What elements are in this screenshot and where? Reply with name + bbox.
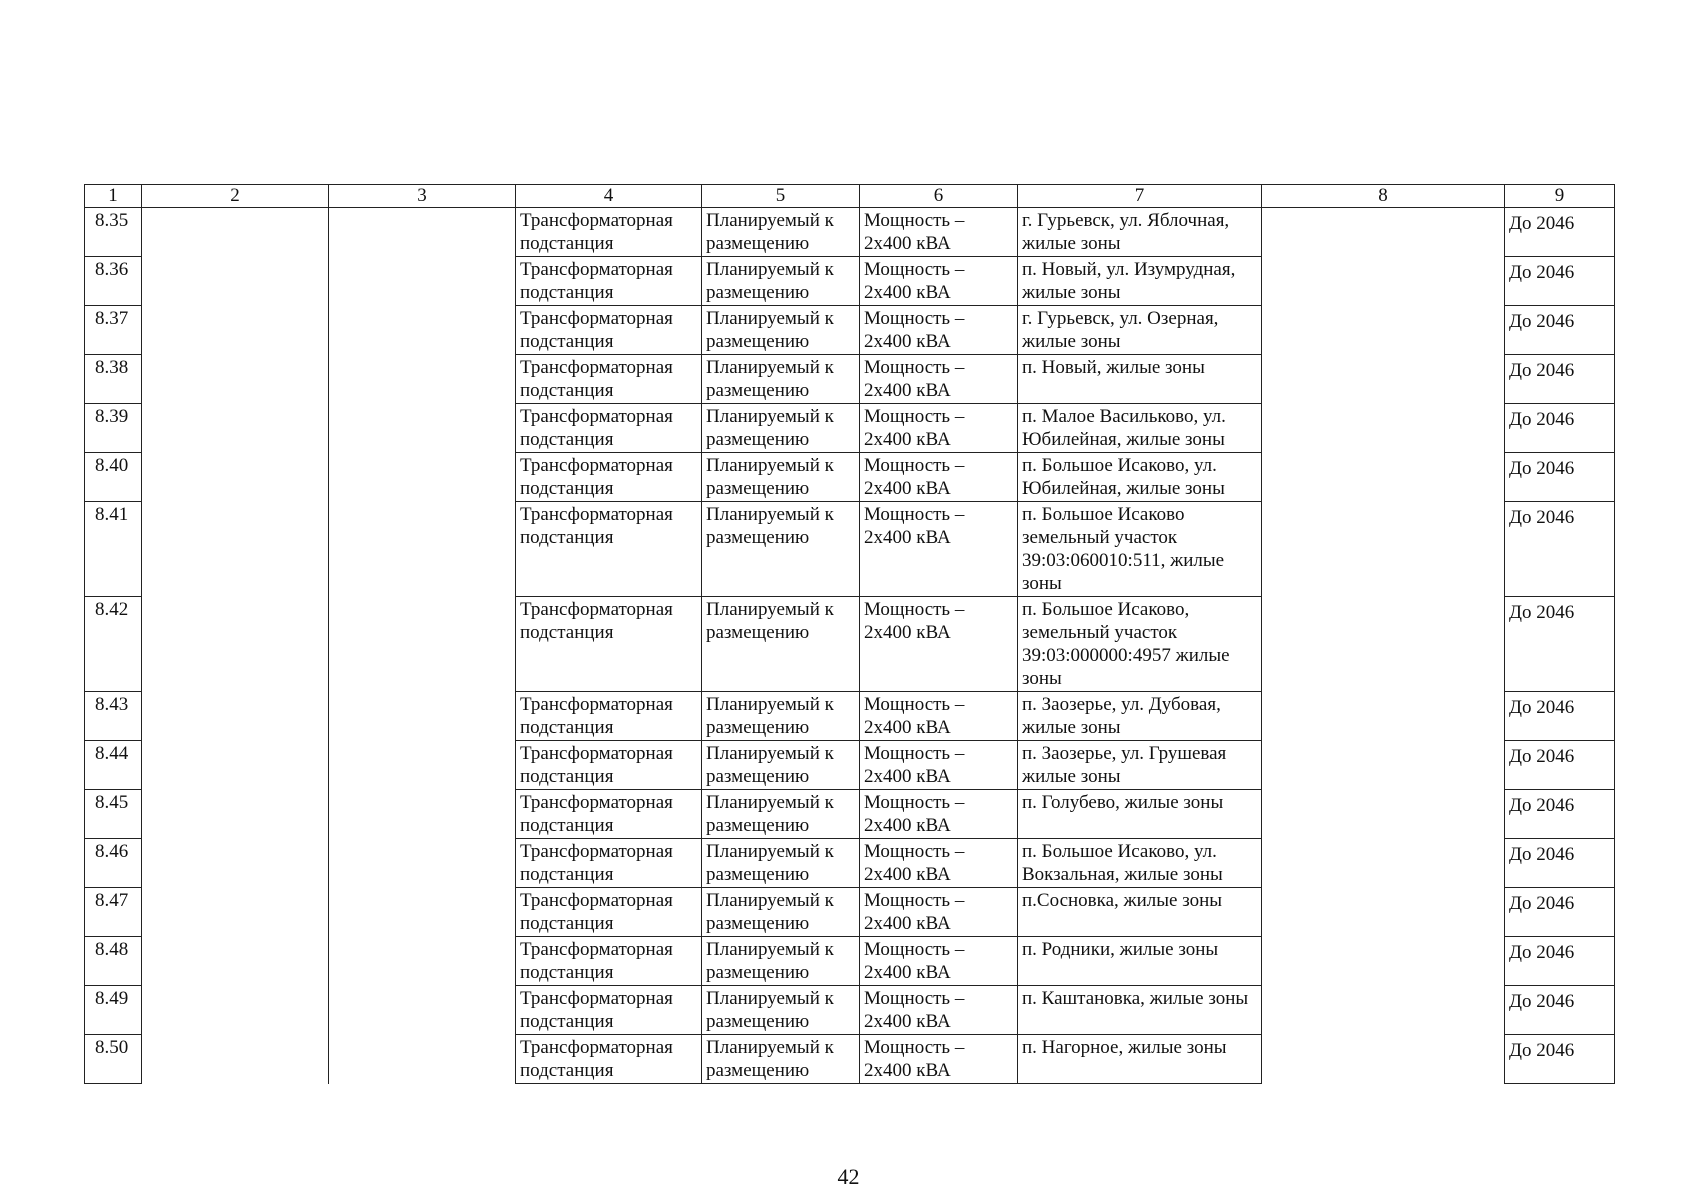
status-cell: Планируемый к размещению [702, 208, 860, 257]
empty-cell [142, 692, 329, 741]
empty-cell [142, 937, 329, 986]
empty-cell [142, 355, 329, 404]
location-cell: п. Заозерье, ул. Грушевая жилые зоны [1018, 741, 1262, 790]
object-type-cell: Трансформаторная подстанция [516, 888, 702, 937]
table-row [85, 937, 1615, 986]
object-type-cell: Трансформаторная подстанция [516, 453, 702, 502]
column-header: 7 [1018, 185, 1262, 208]
power-cell: Мощность – 2х400 кВА [860, 257, 1018, 306]
empty-cell [142, 208, 329, 257]
object-type-cell: Трансформаторная подстанция [516, 692, 702, 741]
empty-cell [142, 1035, 329, 1084]
term-cell: До 2046 [1505, 790, 1615, 839]
power-cell: Мощность – 2х400 кВА [860, 597, 1018, 692]
term-cell: До 2046 [1505, 404, 1615, 453]
empty-cell [1262, 937, 1505, 986]
location-cell: п. Большое Исаково, ул. Юбилейная, жилые зоны [1018, 453, 1262, 502]
term-cell: До 2046 [1505, 597, 1615, 692]
empty-cell [1262, 839, 1505, 888]
empty-cell [1262, 404, 1505, 453]
term-cell: До 2046 [1505, 355, 1615, 404]
term-cell: До 2046 [1505, 741, 1615, 790]
empty-cell [1262, 597, 1505, 692]
empty-cell [142, 453, 329, 502]
object-type-cell: Трансформаторная подстанция [516, 741, 702, 790]
empty-cell [1262, 1035, 1505, 1084]
page-number: 42 [837, 1164, 860, 1189]
table-row [85, 597, 1615, 692]
power-cell: Мощность – 2х400 кВА [860, 453, 1018, 502]
row-number-cell: 8.35 [85, 208, 142, 257]
term-cell: До 2046 [1505, 502, 1615, 597]
object-type-cell: Трансформаторная подстанция [516, 404, 702, 453]
column-header: 5 [702, 185, 860, 208]
column-header: 2 [142, 185, 329, 208]
column-header: 9 [1505, 185, 1615, 208]
table-row [85, 888, 1615, 937]
term-cell: До 2046 [1505, 937, 1615, 986]
table-row [85, 306, 1615, 355]
table-row [85, 692, 1615, 741]
empty-cell [329, 208, 516, 257]
status-cell: Планируемый к размещению [702, 986, 860, 1035]
column-header: 3 [329, 185, 516, 208]
empty-cell [142, 741, 329, 790]
table-row [85, 839, 1615, 888]
location-cell: п. Большое Исаково, земельный участок 39:03:000000:4957 жилые зоны [1018, 597, 1262, 692]
column-header: 4 [516, 185, 702, 208]
row-number-cell: 8.48 [85, 937, 142, 986]
location-cell: п. Голубево, жилые зоны [1018, 790, 1262, 839]
empty-cell [329, 1035, 516, 1084]
status-cell: Планируемый к размещению [702, 355, 860, 404]
empty-cell [329, 888, 516, 937]
status-cell: Планируемый к размещению [702, 306, 860, 355]
empty-cell [1262, 888, 1505, 937]
empty-cell [329, 257, 516, 306]
empty-cell [329, 404, 516, 453]
empty-cell [142, 597, 329, 692]
table-row [85, 986, 1615, 1035]
power-cell: Мощность – 2х400 кВА [860, 986, 1018, 1035]
empty-cell [142, 986, 329, 1035]
empty-cell [142, 502, 329, 597]
object-type-cell: Трансформаторная подстанция [516, 502, 702, 597]
row-number-cell: 8.40 [85, 453, 142, 502]
table-row [85, 502, 1615, 597]
term-cell: До 2046 [1505, 888, 1615, 937]
power-cell: Мощность – 2х400 кВА [860, 839, 1018, 888]
table-header-row [85, 185, 1615, 208]
empty-cell [329, 741, 516, 790]
term-cell: До 2046 [1505, 257, 1615, 306]
row-number-cell: 8.39 [85, 404, 142, 453]
term-cell: До 2046 [1505, 839, 1615, 888]
row-number-cell: 8.41 [85, 502, 142, 597]
empty-cell [329, 986, 516, 1035]
empty-cell [329, 453, 516, 502]
empty-cell [329, 937, 516, 986]
status-cell: Планируемый к размещению [702, 741, 860, 790]
empty-cell [142, 306, 329, 355]
empty-cell [329, 790, 516, 839]
term-cell: До 2046 [1505, 692, 1615, 741]
empty-cell [1262, 257, 1505, 306]
object-type-cell: Трансформаторная подстанция [516, 208, 702, 257]
empty-cell [1262, 355, 1505, 404]
row-number-cell: 8.45 [85, 790, 142, 839]
power-cell: Мощность – 2х400 кВА [860, 404, 1018, 453]
empty-cell [329, 597, 516, 692]
location-cell: п. Новый, ул. Изумрудная, жилые зоны [1018, 257, 1262, 306]
empty-cell [142, 839, 329, 888]
location-cell: п.Сосновка, жилые зоны [1018, 888, 1262, 937]
table-row [85, 257, 1615, 306]
status-cell: Планируемый к размещению [702, 597, 860, 692]
row-number-cell: 8.37 [85, 306, 142, 355]
location-cell: п. Родники, жилые зоны [1018, 937, 1262, 986]
empty-cell [142, 888, 329, 937]
status-cell: Планируемый к размещению [702, 790, 860, 839]
empty-cell [142, 790, 329, 839]
column-header: 6 [860, 185, 1018, 208]
power-cell: Мощность – 2х400 кВА [860, 888, 1018, 937]
empty-cell [1262, 692, 1505, 741]
power-cell: Мощность – 2х400 кВА [860, 208, 1018, 257]
status-cell: Планируемый к размещению [702, 692, 860, 741]
empty-cell [329, 306, 516, 355]
table-row [85, 404, 1615, 453]
empty-cell [1262, 986, 1505, 1035]
status-cell: Планируемый к размещению [702, 502, 860, 597]
power-cell: Мощность – 2х400 кВА [860, 741, 1018, 790]
table-row [85, 208, 1615, 257]
object-type-cell: Трансформаторная подстанция [516, 355, 702, 404]
empty-cell [329, 839, 516, 888]
term-cell: До 2046 [1505, 208, 1615, 257]
empty-cell [1262, 790, 1505, 839]
location-cell: п. Новый, жилые зоны [1018, 355, 1262, 404]
status-cell: Планируемый к размещению [702, 937, 860, 986]
object-type-cell: Трансформаторная подстанция [516, 597, 702, 692]
empty-cell [142, 257, 329, 306]
row-number-cell: 8.46 [85, 839, 142, 888]
power-cell: Мощность – 2х400 кВА [860, 306, 1018, 355]
empty-cell [142, 404, 329, 453]
facilities-table [84, 184, 1615, 1084]
power-cell: Мощность – 2х400 кВА [860, 502, 1018, 597]
object-type-cell: Трансформаторная подстанция [516, 937, 702, 986]
status-cell: Планируемый к размещению [702, 453, 860, 502]
table-row [85, 355, 1615, 404]
status-cell: Планируемый к размещению [702, 839, 860, 888]
table-row [85, 453, 1615, 502]
empty-cell [1262, 502, 1505, 597]
power-cell: Мощность – 2х400 кВА [860, 1035, 1018, 1084]
empty-cell [1262, 741, 1505, 790]
empty-cell [1262, 306, 1505, 355]
empty-cell [1262, 208, 1505, 257]
object-type-cell: Трансформаторная подстанция [516, 1035, 702, 1084]
empty-cell [329, 502, 516, 597]
row-number-cell: 8.38 [85, 355, 142, 404]
row-number-cell: 8.42 [85, 597, 142, 692]
table-row [85, 790, 1615, 839]
location-cell: п. Большое Исаково, ул. Вокзальная, жилые зоны [1018, 839, 1262, 888]
object-type-cell: Трансформаторная подстанция [516, 839, 702, 888]
location-cell: г. Гурьевск, ул. Яблочная, жилые зоны [1018, 208, 1262, 257]
location-cell: п. Малое Васильково, ул. Юбилейная, жилые зоны [1018, 404, 1262, 453]
empty-cell [1262, 453, 1505, 502]
location-cell: п. Большое Исаково земельный участок 39:03:060010:511, жилые зоны [1018, 502, 1262, 597]
location-cell: п. Заозерье, ул. Дубовая, жилые зоны [1018, 692, 1262, 741]
row-number-cell: 8.49 [85, 986, 142, 1035]
object-type-cell: Трансформаторная подстанция [516, 986, 702, 1035]
power-cell: Мощность – 2х400 кВА [860, 790, 1018, 839]
row-number-cell: 8.44 [85, 741, 142, 790]
empty-cell [329, 692, 516, 741]
object-type-cell: Трансформаторная подстанция [516, 306, 702, 355]
power-cell: Мощность – 2х400 кВА [860, 355, 1018, 404]
term-cell: До 2046 [1505, 306, 1615, 355]
row-number-cell: 8.50 [85, 1035, 142, 1084]
empty-cell [329, 355, 516, 404]
status-cell: Планируемый к размещению [702, 257, 860, 306]
status-cell: Планируемый к размещению [702, 888, 860, 937]
object-type-cell: Трансформаторная подстанция [516, 257, 702, 306]
row-number-cell: 8.36 [85, 257, 142, 306]
row-number-cell: 8.43 [85, 692, 142, 741]
term-cell: До 2046 [1505, 453, 1615, 502]
row-number-cell: 8.47 [85, 888, 142, 937]
location-cell: г. Гурьевск, ул. Озерная, жилые зоны [1018, 306, 1262, 355]
location-cell: п. Нагорное, жилые зоны [1018, 1035, 1262, 1084]
power-cell: Мощность – 2х400 кВА [860, 692, 1018, 741]
status-cell: Планируемый к размещению [702, 1035, 860, 1084]
table-row [85, 1035, 1615, 1084]
power-cell: Мощность – 2х400 кВА [860, 937, 1018, 986]
term-cell: До 2046 [1505, 1035, 1615, 1084]
table-row [85, 741, 1615, 790]
location-cell: п. Каштановка, жилые зоны [1018, 986, 1262, 1035]
term-cell: До 2046 [1505, 986, 1615, 1035]
object-type-cell: Трансформаторная подстанция [516, 790, 702, 839]
column-header: 1 [85, 185, 142, 208]
status-cell: Планируемый к размещению [702, 404, 860, 453]
column-header: 8 [1262, 185, 1505, 208]
